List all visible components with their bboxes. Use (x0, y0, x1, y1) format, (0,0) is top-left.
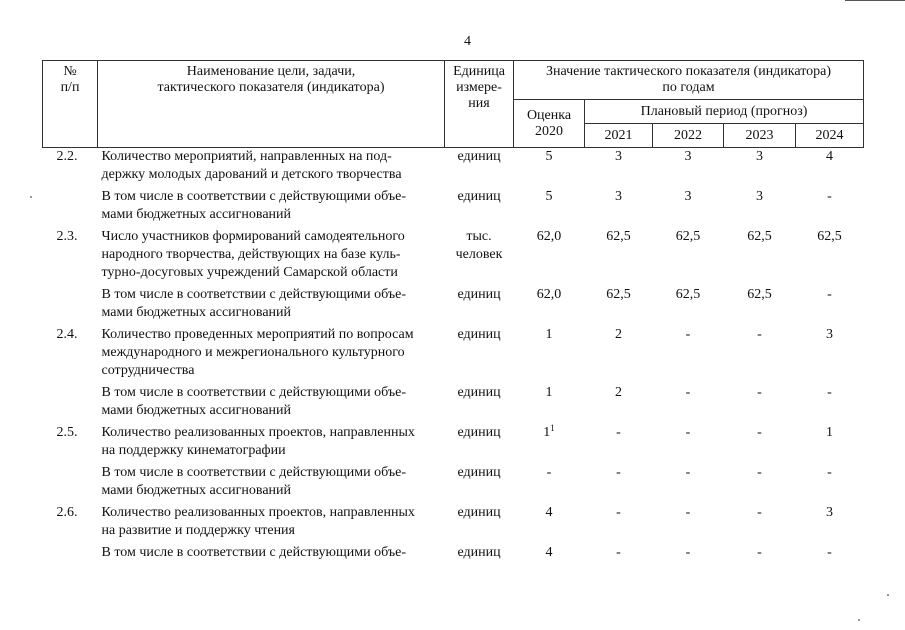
row-unit (445, 544, 514, 566)
value-2021-text: - (616, 425, 621, 440)
value-2021-text: 2 (615, 385, 622, 400)
value-2021-text: 3 (615, 189, 622, 204)
row-number (43, 384, 98, 424)
value-2023 (724, 286, 796, 326)
value-2020-text: 62,0 (536, 229, 562, 244)
value-2021 (585, 384, 653, 424)
row-name (98, 188, 445, 228)
value-2022 (653, 228, 724, 286)
table-row (43, 148, 864, 189)
row-number (43, 424, 98, 464)
row-unit (445, 424, 514, 464)
value-2020 (514, 544, 585, 566)
row-unit (445, 504, 514, 544)
value-2022-text: - (685, 425, 691, 440)
row-name (98, 384, 445, 424)
value-2021 (585, 326, 653, 384)
table-header-row (43, 61, 864, 100)
value-2023-text: - (757, 425, 762, 440)
value-2023 (724, 424, 796, 464)
row-unit-text: единиц (457, 545, 501, 560)
row-name (98, 286, 445, 326)
value-2024 (796, 286, 864, 326)
row-number (43, 188, 98, 228)
value-2024 (796, 464, 864, 504)
value-2022 (653, 384, 724, 424)
value-2024 (796, 326, 864, 384)
table-row (43, 504, 864, 544)
value-2021-text: - (616, 465, 621, 480)
row-name (98, 504, 445, 544)
value-2022 (653, 286, 724, 326)
row-name-text: Количество реализованных проектов, направленных на поддержку кинематографии (101, 425, 415, 458)
value-2023-text: - (757, 327, 762, 342)
value-2022 (653, 504, 724, 544)
table-row (43, 464, 864, 504)
value-2024-text: - (827, 465, 832, 480)
value-2024 (796, 228, 864, 286)
row-name-text: Количество мероприятий, направленных на под- держку молодых дарований и детского творчества (101, 149, 402, 182)
footnote-marker: 1 (550, 423, 555, 433)
table-body (43, 148, 864, 567)
scan-speck (858, 619, 860, 621)
table-row (43, 384, 864, 424)
value-2024-text: 62,5 (817, 229, 842, 244)
value-2020 (514, 464, 585, 504)
value-2023-text: - (757, 385, 762, 400)
row-number (43, 286, 98, 326)
row-number (43, 228, 98, 286)
value-2020-text: 4 (545, 505, 553, 520)
value-2024 (796, 424, 864, 464)
value-2020 (514, 326, 585, 384)
value-2020-text: 4 (545, 545, 553, 560)
row-unit-text: единиц (457, 149, 501, 164)
value-2020 (514, 286, 585, 326)
value-2022-text: - (685, 385, 691, 400)
value-2023 (724, 504, 796, 544)
value-2024 (796, 384, 864, 424)
value-2020-text: - (546, 465, 552, 480)
value-2020-text: 5 (545, 149, 553, 164)
header-values-title: Значение тактического показателя (индикатора) по годам (514, 61, 864, 100)
value-2020 (514, 228, 585, 286)
value-2023-text: 3 (756, 189, 763, 204)
row-number-text: 2.4. (56, 327, 78, 342)
header-year-2024: 2024 (796, 124, 864, 148)
value-2024-text: 1 (826, 425, 833, 440)
row-unit-text: единиц (457, 327, 501, 342)
value-2021 (585, 188, 653, 228)
value-2022-text: - (685, 465, 691, 480)
indicators-table (42, 60, 864, 566)
row-unit (445, 384, 514, 424)
value-2024 (796, 148, 864, 189)
value-2022 (653, 326, 724, 384)
row-name-text: В том числе в соответствии с действующими объе- мами бюджетных ассигнований (101, 287, 407, 320)
table-row (43, 188, 864, 228)
value-2022-text: - (685, 505, 691, 520)
header-plan-period: Плановый период (прогноз) (585, 100, 864, 124)
value-2024-text: - (827, 545, 832, 560)
value-2024-text: 3 (826, 505, 833, 520)
value-2021 (585, 504, 653, 544)
value-2024 (796, 544, 864, 566)
value-2021-text: - (616, 545, 621, 560)
header-name: Наименование цели, задачи, тактического показателя (индикатора) (98, 61, 445, 148)
value-2022-text: - (685, 327, 691, 342)
value-2020-text: 5 (545, 189, 553, 204)
row-unit-text: единиц (457, 385, 501, 400)
value-2023 (724, 544, 796, 566)
row-number (43, 464, 98, 504)
row-unit (445, 326, 514, 384)
row-name (98, 424, 445, 464)
header-number: № п/п (43, 61, 98, 148)
value-2022-text: 3 (684, 189, 692, 204)
row-name-text: Количество реализованных проектов, направленных на развитие и поддержку чтения (101, 505, 415, 538)
row-name-text: В том числе в соответствии с действующими объе- мами бюджетных ассигнований (101, 189, 407, 222)
value-2022 (653, 424, 724, 464)
value-2021 (585, 286, 653, 326)
row-unit (445, 148, 514, 189)
table-row (43, 424, 864, 464)
value-2024-text: - (827, 385, 832, 400)
value-2020 (514, 424, 585, 464)
row-unit-text: единиц (457, 465, 501, 480)
value-2023 (724, 326, 796, 384)
row-name (98, 464, 445, 504)
value-2022-text: - (685, 545, 691, 560)
row-unit-text: единиц (457, 505, 501, 520)
row-number (43, 326, 98, 384)
row-unit-text: единиц (457, 287, 501, 302)
value-2024-text: 3 (826, 327, 833, 342)
value-2020-text: 1 (545, 385, 553, 400)
value-2021-text: 62,5 (606, 287, 631, 302)
value-2021 (585, 148, 653, 189)
value-2021 (585, 544, 653, 566)
value-2023-text: - (757, 505, 762, 520)
value-2024 (796, 188, 864, 228)
value-2021 (585, 228, 653, 286)
header-year-2022: 2022 (653, 124, 724, 148)
value-2023-text: 62,5 (747, 287, 772, 302)
row-number-text: 2.3. (56, 229, 78, 244)
value-2024-text: - (827, 287, 832, 302)
value-2021-text: 62,5 (606, 229, 631, 244)
value-2020 (514, 384, 585, 424)
row-name-text: В том числе в соответствии с действующими объе- (101, 545, 407, 560)
row-name (98, 326, 445, 384)
value-2022-text: 62,5 (675, 229, 701, 244)
value-2023 (724, 464, 796, 504)
value-2023 (724, 228, 796, 286)
scan-speck (30, 196, 32, 198)
row-unit (445, 464, 514, 504)
value-2020-text: 62,0 (536, 287, 562, 302)
table-row (43, 228, 864, 286)
value-2021-text: 2 (615, 327, 622, 342)
table-row (43, 544, 864, 566)
value-2020-text: 1 (545, 327, 553, 342)
header-year-2023: 2023 (724, 124, 796, 148)
row-unit (445, 228, 514, 286)
row-name-text: Число участников формирований самодеятельного народного творчества, действующих на базе куль- турно-досуговых учреждений Самарской области (101, 229, 405, 280)
value-2022 (653, 188, 724, 228)
value-2022-text: 3 (684, 149, 692, 164)
row-unit (445, 286, 514, 326)
value-2024 (796, 504, 864, 544)
row-name-text: Количество проведенных мероприятий по вопросам международного и межрегионального культурного сотрудничества (101, 327, 414, 378)
row-number-text: 2.5. (56, 425, 78, 440)
value-2022-text: 62,5 (675, 287, 701, 302)
row-number (43, 544, 98, 566)
value-2022 (653, 544, 724, 566)
row-number-text: 2.6. (56, 505, 78, 520)
value-2020 (514, 504, 585, 544)
table-row (43, 286, 864, 326)
value-2023 (724, 148, 796, 189)
row-name-text: В том числе в соответствии с действующими объе- мами бюджетных ассигнований (101, 385, 407, 418)
row-unit (445, 188, 514, 228)
row-unit-text: тыс. человек (455, 229, 503, 262)
value-2023-text: - (757, 465, 762, 480)
value-2022 (653, 148, 724, 189)
header-year-2021: 2021 (585, 124, 653, 148)
row-unit-text: единиц (457, 425, 501, 440)
row-number-text: 2.2. (56, 149, 78, 164)
value-2020-text: 1 (543, 425, 551, 440)
header-estimate-2020: Оценка 2020 (514, 100, 585, 148)
top-edge-line (845, 0, 905, 1)
value-2021 (585, 464, 653, 504)
value-2021-text: - (616, 505, 621, 520)
value-2023 (724, 384, 796, 424)
value-2020 (514, 148, 585, 189)
row-name (98, 544, 445, 566)
row-name (98, 148, 445, 189)
value-2023-text: 62,5 (747, 229, 772, 244)
value-2023-text: 3 (756, 149, 763, 164)
value-2024-text: - (827, 189, 832, 204)
value-2022 (653, 464, 724, 504)
row-number (43, 148, 98, 189)
scan-speck (887, 594, 889, 596)
value-2023-text: - (757, 545, 762, 560)
row-name-text: В том числе в соответствии с действующими объе- мами бюджетных ассигнований (101, 465, 407, 498)
value-2020 (514, 188, 585, 228)
row-name (98, 228, 445, 286)
header-unit: Единица измере- ния (445, 61, 514, 148)
page-number: 4 (464, 34, 471, 49)
value-2021-text: 3 (615, 149, 622, 164)
row-number (43, 504, 98, 544)
value-2021 (585, 424, 653, 464)
value-2023 (724, 188, 796, 228)
value-2024-text: 4 (826, 149, 833, 164)
row-unit-text: единиц (457, 189, 501, 204)
table-row (43, 326, 864, 384)
